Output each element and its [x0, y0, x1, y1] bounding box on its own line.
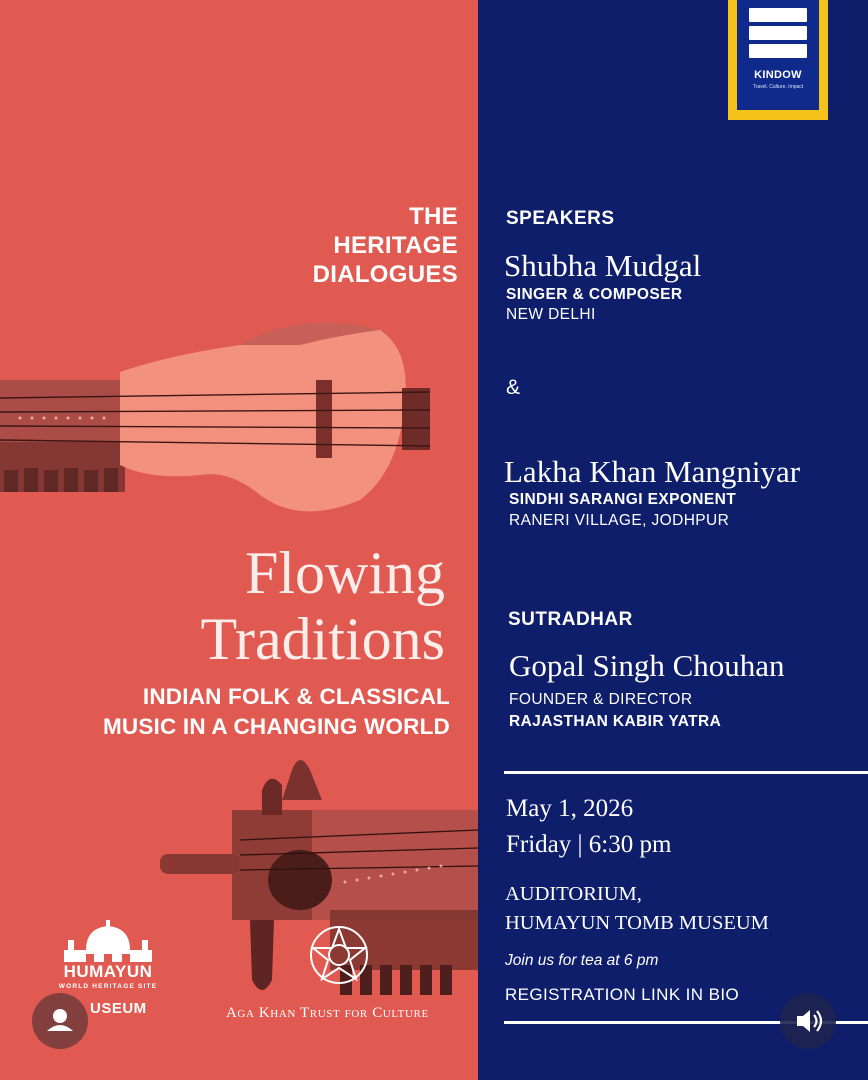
venue-line-2: HUMAYUN TOMB MUSEUM	[505, 912, 769, 934]
tomb-icon	[28, 920, 188, 966]
series-line-1: THE	[409, 203, 458, 230]
kindow-stripe	[749, 8, 807, 22]
series-title	[313, 202, 458, 289]
sutradhar-name: Gopal Singh Chouhan	[509, 648, 785, 683]
humayun-logo-top: HUMAYUN	[63, 962, 153, 981]
event-subtitle-line-1: INDIAN FOLK & CLASSICAL	[142, 684, 450, 709]
event-subtitle-line-2: MUSIC IN A CHANGING WORLD	[102, 714, 450, 739]
speaker-1-place: NEW DELHI	[506, 306, 596, 323]
kindow-tagline: Travel. Culture. Impact	[752, 84, 804, 90]
event-subtitle	[103, 682, 450, 742]
aga-khan-emblem-icon	[306, 922, 372, 988]
ampersand: &	[506, 376, 521, 399]
kindow-stripe	[749, 26, 807, 40]
speaker-2-name: Lakha Khan Mangniyar	[504, 454, 801, 489]
aga-khan-label: Aga Khan Trust for Culture	[226, 1005, 429, 1021]
registration-note: REGISTRATION LINK IN BIO	[505, 985, 740, 1004]
user-icon	[32, 993, 88, 1049]
sutradhar-org: RAJASTHAN KABIR YATRA	[509, 713, 722, 730]
series-line-3: DIALOGUES	[312, 261, 458, 288]
event-title	[200, 540, 445, 672]
speaker-2-role: SINDHI SARANGI EXPONENT	[509, 491, 737, 508]
divider-top	[504, 771, 868, 774]
sound-toggle-button[interactable]	[780, 993, 836, 1049]
event-title-line-1: Flowing	[244, 540, 445, 606]
humayun-logo-mid: WORLD HERITAGE SITE	[58, 983, 158, 990]
avatar[interactable]	[32, 993, 88, 1049]
humayun-logo-bottom: USEUM	[90, 1000, 147, 1017]
event-time: Friday | 6:30 pm	[506, 831, 672, 858]
venue-line-1: AUDITORIUM,	[505, 883, 642, 905]
speaker-2-place: RANERI VILLAGE, JODHPUR	[509, 512, 730, 529]
sarangi-illustration-top	[0, 300, 478, 540]
sutradhar-role: FOUNDER & DIRECTOR	[509, 691, 693, 708]
kindow-logo-box	[737, 0, 819, 110]
speaker-volume-icon	[780, 993, 836, 1049]
event-title-line-2: Traditions	[200, 606, 445, 672]
speakers-heading: SPEAKERS	[506, 208, 615, 229]
event-date: May 1, 2026	[506, 795, 634, 822]
kindow-name: KINDOW	[754, 69, 802, 81]
kindow-stripe	[749, 44, 807, 58]
sutradhar-heading: SUTRADHAR	[508, 609, 633, 630]
kindow-logo	[728, 0, 828, 120]
speaker-1-role: SINGER & COMPOSER	[506, 286, 683, 303]
series-line-2: HERITAGE	[333, 232, 458, 259]
tea-note: Join us for tea at 6 pm	[505, 952, 659, 969]
speaker-1-name: Shubha Mudgal	[504, 248, 702, 283]
